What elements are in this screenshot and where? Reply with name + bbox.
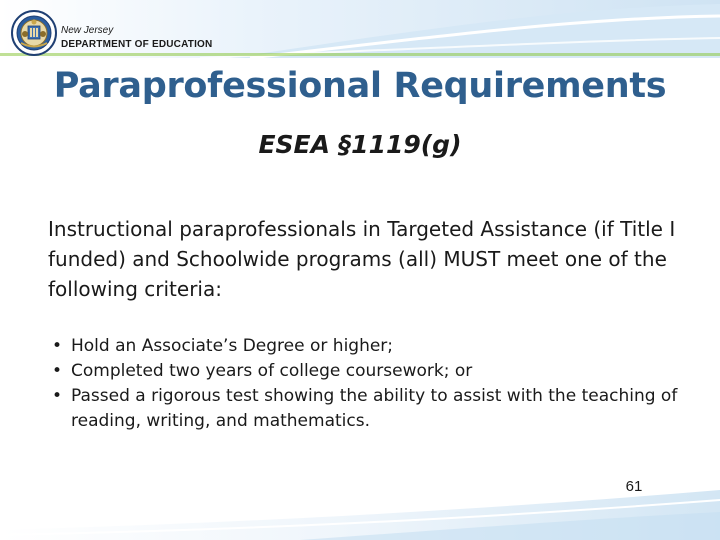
list-item bbox=[48, 384, 698, 434]
bullet-icon: • bbox=[52, 386, 63, 406]
criterion-text: Passed a rigorous test showing the ability to assist with the teaching of reading, writing, and mathematics. bbox=[71, 386, 678, 431]
nj-state-seal-icon bbox=[11, 10, 57, 56]
header-bar bbox=[0, 0, 720, 58]
bullet-icon: • bbox=[52, 361, 63, 381]
intro-paragraph: Instructional paraprofessionals in Targeted Assistance (if Title I funded) and Schoolwide programs (all) MUST meet one of the following criteria: bbox=[48, 217, 676, 301]
criterion-text: Completed two years of college coursework; or bbox=[71, 361, 473, 381]
list-item bbox=[48, 334, 698, 359]
slide-title: Paraprofessional Requirements bbox=[53, 66, 667, 106]
org-state: New Jersey bbox=[61, 25, 114, 36]
page-number: 61 bbox=[625, 478, 643, 495]
criterion-text: Hold an Associate’s Degree or higher; bbox=[71, 336, 394, 356]
list-item bbox=[48, 359, 698, 384]
org-department: DEPARTMENT OF EDUCATION bbox=[61, 39, 213, 50]
bullet-icon: • bbox=[52, 336, 63, 356]
criteria-list bbox=[48, 334, 698, 434]
slide-subtitle: ESEA §1119(g) bbox=[258, 130, 462, 159]
organization-name bbox=[61, 24, 212, 52]
